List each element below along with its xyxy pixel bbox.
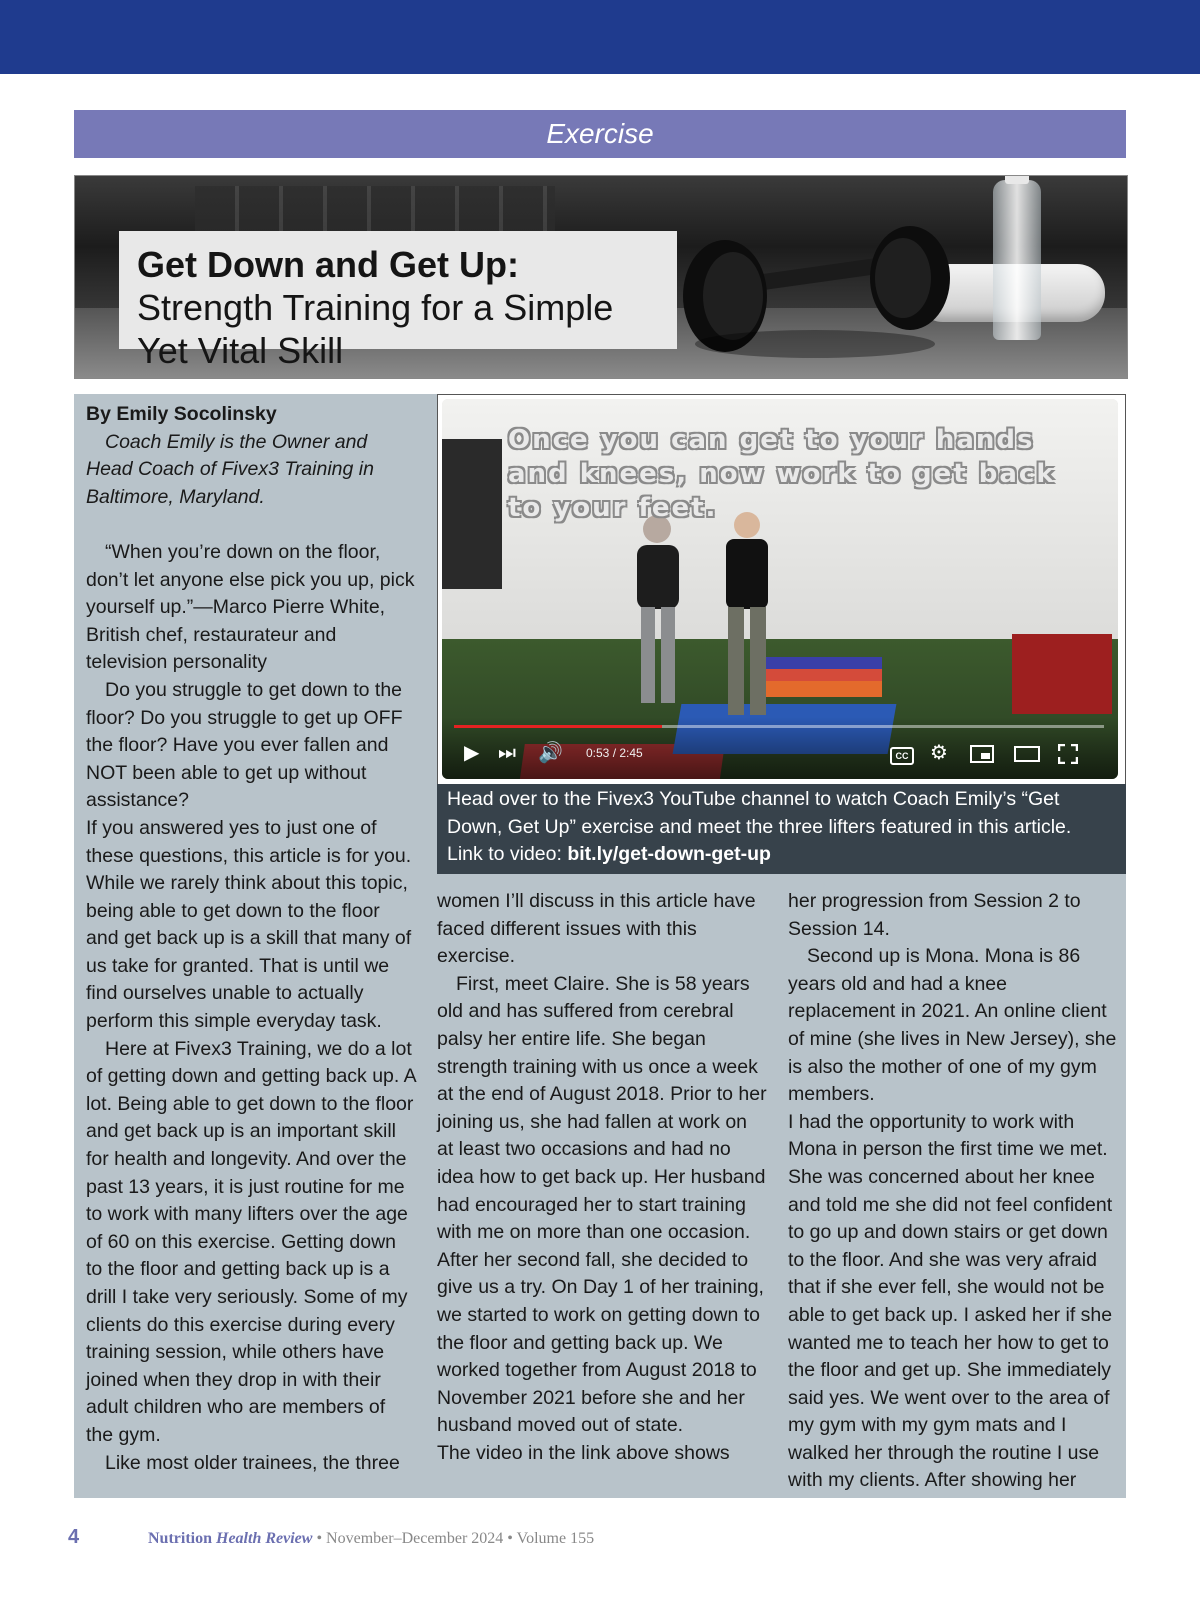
paragraph: Here at Fivex3 Training, we do a lot of getting down and getting back up. A lot. Being able to get down to the floor and get back up is an important skill for health and longevity. And over the past 13 years, it is just routine for me to work with many lifters over the age of 60 on this exercise. Getting down to the floor and getting back up is a drill I take very seriously. Some of my clients do this exercise during every training session, while others have joined when they drop in with their adult children who are members of the gym. (86, 1037, 416, 1446)
paragraph: women I’ll discuss in this article have faced different issues with this exercise. (437, 890, 756, 968)
play-icon[interactable]: ▶ (464, 742, 480, 764)
paragraph: her progression from Session 2 to Session 14. (788, 890, 1081, 940)
video-time: 0:53 / 2:45 (586, 746, 643, 760)
headline-bold: Get Down and Get Up: (137, 244, 519, 285)
video-controls (442, 717, 1118, 779)
section-title: Exercise (546, 118, 654, 149)
byline: By Emily Socolinsky (86, 403, 277, 425)
miniplayer-icon[interactable] (970, 745, 994, 763)
video-link[interactable]: bit.ly/get-down-get-up (567, 843, 771, 866)
paragraph-spacer (86, 511, 416, 539)
page-number: 4 (68, 1526, 80, 1548)
next-icon[interactable]: ⏭ (498, 742, 516, 764)
video-whiteboard (442, 439, 502, 589)
caption-text: Head over to the Fivex3 YouTube channel to watch Coach Emily’s “Get Down, Get Up” exercise and meet the three lifters featured in this article. (447, 788, 1072, 838)
paragraph: Do you struggle to get down to the floor? Do you struggle to get up OFF the floor? Have you ever fallen and NOT been able to get up without assistance? (86, 678, 403, 812)
video-person-2 (712, 509, 782, 719)
paragraph: I had the opportunity to work with Mona in person the first time we met. She was concerned about her knee and told me she did not feel confident to go up and down stairs or get down to the floor. And she was very afraid that if she ever fell, she would not be able to get back up. I asked her if she wanted me to teach her how to get to the floor and get up. She immediately said yes. We went over to the area of my gym with my gym mats and I walked her through the routine I use with my clients. After showing her (788, 1110, 1113, 1492)
theater-icon[interactable] (1014, 746, 1040, 762)
paragraph: Like most older trainees, the three (105, 1451, 400, 1474)
paragraph: First, meet Claire. She is 58 years old and has suffered from cerebral palsy her entire life. She began strength training with us once a week at the end of August 2018. Prior to her joining us, she had fallen at work on at least two occasions and had no idea how to get back up. Her husband had encouraged her to start training with me on more than one occasion. After her second fall, she decided to give us a try. On Day 1 of her training, we started to work on getting down to the floor and getting back up. We worked together from August 2018 to November 2021 before she and her husband moved out of state. (437, 972, 767, 1437)
article-column-2 (437, 888, 767, 1467)
hero-image (74, 175, 1128, 379)
article-headline (137, 243, 659, 372)
headline-rest: Strength Training for a Simple Yet Vital Skill (137, 287, 614, 371)
magazine-name-second: Health Review (216, 1530, 313, 1547)
paragraph: If you answered yes to just one of these questions, this article is for you. While we rarely think about this topic, being able to get down to the floor and get back up is a skill that many of us take for granted. That is until we find ourselves unable to actually perform this simple everyday task. (86, 816, 412, 1033)
paragraph: “When you’re down on the floor, don’t let anyone else pick you up, pick yourself up.”—Marco Pierre White, British chef, restaurateur and television personality (86, 540, 415, 674)
article-column-3 (788, 888, 1118, 1495)
paragraph: Second up is Mona. Mona is 86 years old and had a knee replacement in 2021. An online client of mine (she lives in New Jersey), she is also the mother of one of my gym members. (788, 945, 1117, 1106)
paragraph: The video in the link above shows (437, 1441, 730, 1464)
top-color-bar (0, 0, 1200, 74)
volume-icon[interactable]: 🔊 (538, 742, 563, 764)
headline-box (119, 231, 677, 371)
video-dumbbell-rack (1012, 634, 1112, 714)
video-player[interactable] (442, 399, 1118, 779)
article-column-1 (86, 401, 416, 1477)
captions-icon[interactable]: CC (890, 747, 914, 765)
video-progress-fill (454, 725, 662, 728)
video-caption (437, 784, 1126, 874)
caption-link-label: Link to video: (447, 843, 562, 866)
settings-icon[interactable]: ⚙ (930, 742, 948, 764)
issue-info: • November–December 2024 • Volume 155 (316, 1530, 595, 1547)
author-bio: Coach Emily is the Owner and Head Coach of Fivex3 Training in Baltimore, Maryland. (86, 430, 374, 508)
video-progress-bar[interactable] (454, 725, 1104, 728)
page-footer (68, 1526, 1068, 1556)
dumbbell-graphic (655, 216, 985, 371)
water-bottle-graphic (993, 180, 1041, 340)
video-person-1 (627, 509, 687, 709)
fullscreen-icon[interactable] (1058, 744, 1078, 764)
magazine-name-first: Nutrition (148, 1530, 212, 1547)
caption-link-line (447, 841, 1116, 869)
magazine-name (148, 1530, 312, 1548)
video-overlay-text: Once you can get to your hands and knees, now work to get back to your feet. (508, 425, 1056, 523)
section-banner (74, 110, 1126, 158)
